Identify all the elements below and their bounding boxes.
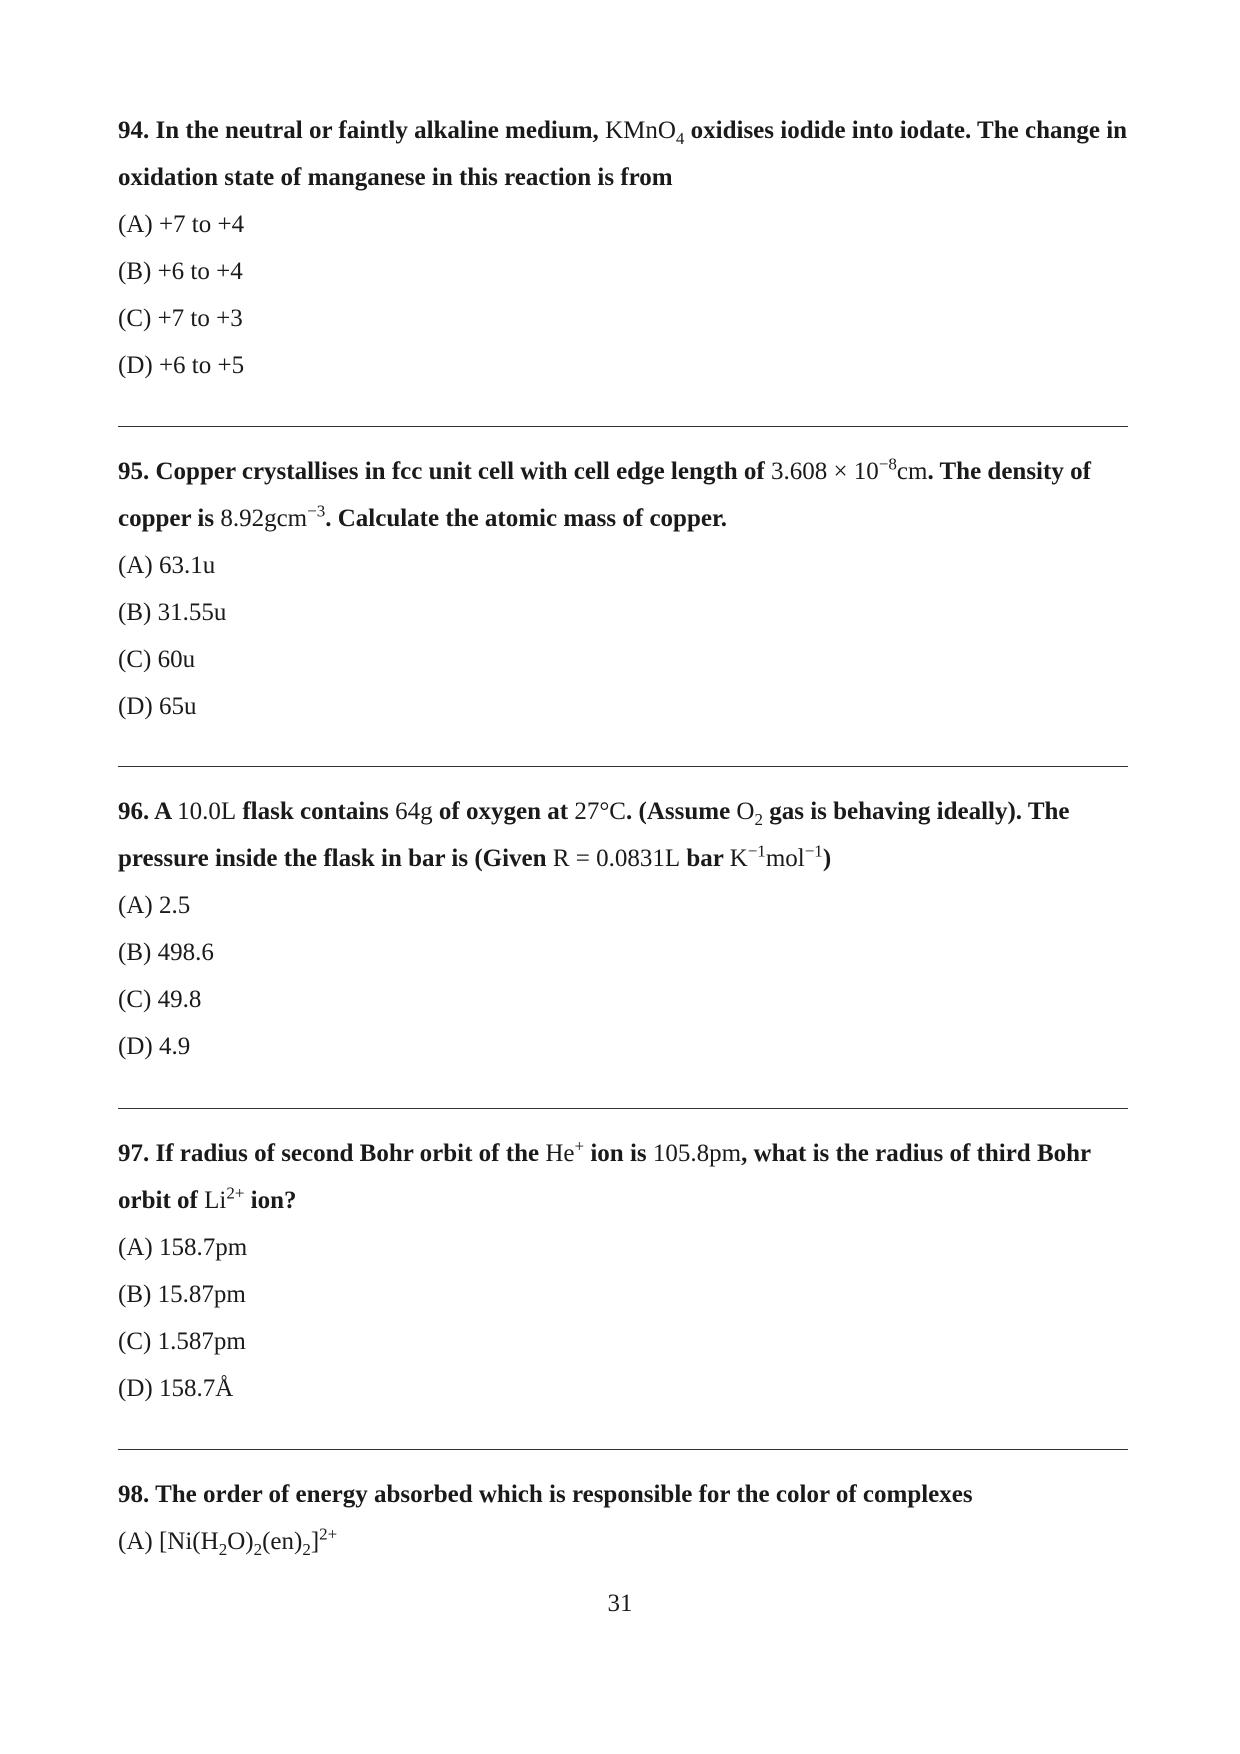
question-number: 94.	[118, 117, 150, 144]
question-98	[118, 1471, 1128, 1565]
options-list	[118, 1518, 1128, 1565]
stem-text: gas is behaving ideally). The pressure inside the flask in bar is (Given	[118, 798, 1070, 872]
question-stem	[118, 107, 1128, 201]
option-c: (C) 60u	[118, 646, 196, 673]
separator-rule	[118, 1449, 1128, 1450]
formula: $Li^{2+}$	[204, 1183, 245, 1214]
stem-text: ion?	[250, 1187, 297, 1214]
separator-rule	[118, 1108, 1128, 1109]
question-number: 98.	[118, 1481, 150, 1508]
formula: He+	[545, 1136, 585, 1167]
question-stem	[118, 788, 1128, 882]
question-stem	[118, 1471, 1128, 1518]
option-b: (B) 498.6	[118, 939, 214, 966]
options-list	[118, 201, 1128, 389]
question-94	[118, 107, 1128, 389]
formula: R = 0.0831L	[552, 845, 681, 872]
option-a: (A) 158.7pm	[118, 1234, 248, 1261]
stem-text: , what is the radius of third Bohr orbit of	[118, 1140, 1091, 1214]
question-96	[118, 788, 1128, 1070]
stem-text: )	[822, 845, 832, 872]
formula: 27°C	[574, 798, 626, 825]
option-d: (D) 4.9	[118, 1033, 191, 1060]
option-d: (D) 65u	[118, 693, 197, 720]
stem-text: flask contains	[242, 798, 389, 825]
separator-rule	[118, 426, 1128, 427]
stem-text: If radius of second Bohr orbit of the	[155, 1140, 540, 1167]
options-list	[118, 542, 1128, 730]
stem-text: A	[154, 798, 171, 825]
options-list	[118, 882, 1128, 1070]
question-stem	[118, 1130, 1128, 1224]
formula: 105.8pm	[652, 1140, 742, 1167]
stem-text: In the neutral or faintly alkaline medium,	[155, 117, 599, 144]
option-b: (B) 31.55u	[118, 599, 227, 626]
option-a: (A) 63.1u	[118, 552, 216, 579]
option-a: (A) $[Ni(H_2O)_2(en)_2]^{2+}$	[118, 1524, 338, 1559]
formula: 64g	[395, 798, 433, 825]
page-number: 31	[607, 1590, 633, 1617]
formula: $O_2$	[736, 798, 763, 829]
formula: 10.0L	[177, 798, 237, 825]
stem-text: Copper crystallises in fcc unit cell with cell edge length of	[155, 458, 765, 485]
formula: $3.608 \times 10^{-8}cm$	[770, 454, 928, 485]
formula: 8.92gcm$^{-3}$	[220, 501, 326, 532]
question-number: 95.	[118, 458, 150, 485]
stem-text: . Calculate the atomic mass of copper.	[325, 505, 728, 532]
question-97	[118, 1130, 1128, 1412]
question-stem	[118, 448, 1128, 542]
option-c: (C) 49.8	[118, 986, 202, 1013]
question-number: 96.	[118, 798, 150, 825]
option-a: (A) +7 to +4	[118, 211, 245, 238]
stem-text: ion is	[590, 1140, 647, 1167]
options-list	[118, 1224, 1128, 1412]
stem-text: . (Assume	[626, 798, 731, 825]
option-c: (C) +7 to +3	[118, 305, 243, 332]
option-a: (A) 2.5	[118, 892, 191, 919]
stem-text: oxidises iodide into iodate. The change in oxidation state of manganese in this reaction is from	[118, 117, 1128, 191]
stem-text: bar	[686, 845, 724, 872]
option-b: (B) 15.87pm	[118, 1281, 246, 1308]
separator-rule	[118, 766, 1128, 767]
question-95	[118, 448, 1128, 730]
option-d: (D) +6 to +5	[118, 352, 245, 379]
stem-text: . The density of copper is	[118, 458, 1091, 532]
question-number: 97.	[118, 1140, 150, 1167]
stem-text: The order of energy absorbed which is responsible for the color of complexes	[155, 1481, 973, 1508]
formula: KMnO$_4$	[605, 117, 685, 148]
option-d: (D) 158.7Å	[118, 1375, 234, 1402]
option-c: (C) 1.587pm	[118, 1328, 246, 1355]
formula: $K^{-1}mol^{-1}$	[729, 841, 823, 872]
stem-text: of oxygen at	[438, 798, 569, 825]
option-b: (B) +6 to +4	[118, 258, 243, 285]
